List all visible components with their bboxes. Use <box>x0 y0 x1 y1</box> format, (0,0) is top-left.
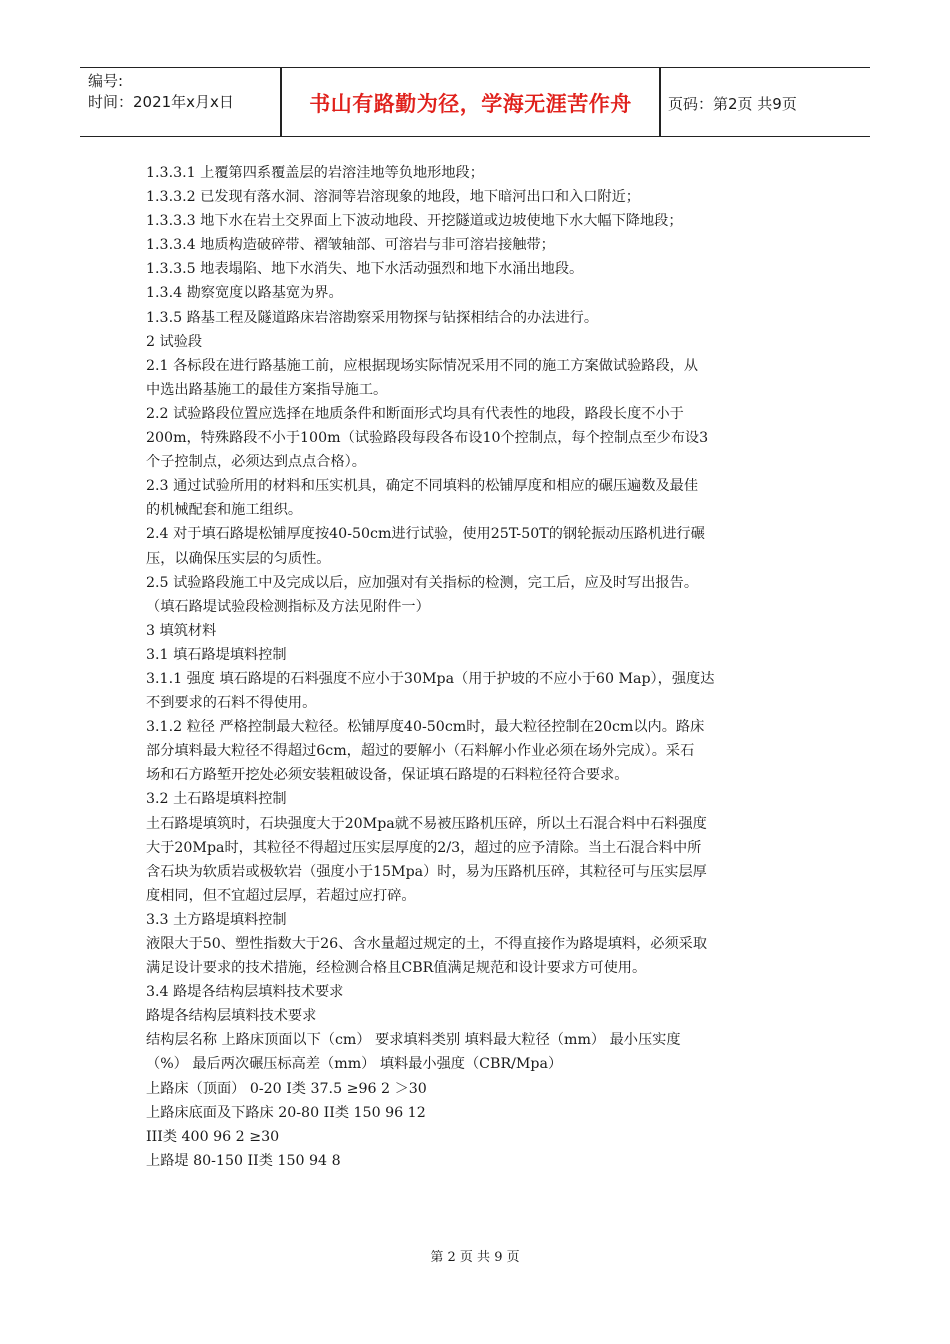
text-line: 度相同，但不宜超过层厚，若超过应打碎。 <box>146 887 416 904</box>
text-line: 1.3.3.4 地质构造破碎带、褶皱轴部、可溶岩与非可溶岩接触带； <box>146 237 555 254</box>
text-line: 2.4 对于填石路堤松铺厚度按40-50cm进行试验，使用25T-50T的钢轮振动压路机进行碾 <box>146 526 705 543</box>
text-line: 部分填料最大粒径不得超过6cm，超过的要解小（石料解小作业必须在场外完成）。采石 <box>146 743 695 760</box>
text-line: 3.1.1 强度 填石路堤的石料强度不应小于30Mpa（用于护坡的不应小于60 Map），强度达 <box>146 670 715 687</box>
text-line: 1.3.3.1 上覆第四系覆盖层的岩溶洼地等负地形地段； <box>146 165 484 181</box>
document-time-label: 时间：2021年x月x日 <box>88 93 234 111</box>
text-line: 3 填筑材料 <box>146 622 217 639</box>
text-line: 2.5 试验路段施工中及完成以后，应加强对有关指标的检测，完工后，应及时写出报告。 <box>146 574 699 591</box>
text-line: 3.2 土石路堤填料控制 <box>146 791 287 808</box>
text-line: 3.3 土方路堤填料控制 <box>146 911 287 928</box>
text-line: 3.1.2 粒径 严格控制最大粒径。松铺厚度40-50cm时，最大粒径控制在20cm以内。路床 <box>146 719 705 736</box>
text-line: 1.3.4 勘察宽度以路基宽为界。 <box>146 285 343 302</box>
header-meta <box>88 71 276 113</box>
page-footer: 第 2 页 共 9 页 <box>430 1250 520 1265</box>
text-line: 1.3.3.2 已发现有落水洞、溶洞等岩溶现象的地段，地下暗河出口和入口附近； <box>146 189 640 206</box>
text-line: 场和石方路堑开挖处必须安装粗破设备，保证填石路堤的石料粒径符合要求。 <box>146 767 629 784</box>
text-line: 满足设计要求的技术措施，经检测合格且CBR值满足规范和设计要求方可使用。 <box>146 960 647 977</box>
document-number-label: 编号: <box>88 72 124 90</box>
text-line: 不到要求的石料不得使用。 <box>146 695 317 712</box>
text-line: （填石路堤试验段检测指标及方法见附件一） <box>146 598 430 615</box>
text-line: 200m，特殊路段不小于100m（试验路段每段各布设10个控制点，每个控制点至少布设3 <box>146 430 709 447</box>
text-line: III类 400 96 2 ≥30 <box>146 1128 280 1145</box>
header-motto: 书山有路勤为径，学海无涯苦作舟 <box>309 92 632 116</box>
text-line: 2 试验段 <box>146 333 203 350</box>
text-line: 的机械配套和施工组织。 <box>146 502 303 519</box>
text-line: 1.3.3.5 地表塌陷、地下水消失、地下水活动强烈和地下水涌出地段。 <box>146 261 584 278</box>
text-line: 3.1 填石路堤填料控制 <box>146 646 287 663</box>
header-divider <box>659 68 661 136</box>
text-line: 上路床（顶面） 0-20 I类 37.5 ≥96 2 ＞30 <box>146 1080 427 1097</box>
text-line: 2.1 各标段在进行路基施工前，应根据现场实际情况采用不同的施工方案做试验路段，从 <box>146 357 699 374</box>
text-line: 含石块为软质岩或极软岩（强度小于15Mpa）时，易为压路机压碎，其粒径可与压实层厚 <box>146 863 707 880</box>
text-line: 路堤各结构层填料技术要求 <box>146 1008 317 1025</box>
text-line: 1.3.3.3 地下水在岩土交界面上下波动地段、开挖隧道或边坡使地下水大幅下降地段； <box>146 213 683 230</box>
text-line: 大于20Mpa时，其粒径不得超过压实层厚度的2/3，超过的应予清除。当土石混合料中所 <box>146 839 702 856</box>
page-header <box>80 67 870 137</box>
text-line: 中选出路基施工的最佳方案指导施工。 <box>146 381 388 398</box>
text-line: 土石路堤填筑时，石块强度大于20Mpa就不易被压路机压碎，所以土石混合料中石料强度 <box>146 815 707 832</box>
text-line: 上路床底面及下路床 20-80 II类 150 96 12 <box>146 1104 426 1121</box>
text-line: 1.3.5 路基工程及隧道路床岩溶勘察采用物探与钻探相结合的办法进行。 <box>146 309 599 326</box>
text-line: 3.4 路堤各结构层填料技术要求 <box>146 984 344 1001</box>
text-line: 液限大于50、塑性指数大于26、含水量超过规定的土，不得直接作为路堤填料，必须采取 <box>146 936 708 952</box>
text-line: 2.2 试验路段位置应选择在地质条件和断面形式均具有代表性的地段，路段长度不小于 <box>146 405 684 422</box>
text-line: 个子控制点，必须达到点点合格）。 <box>146 454 366 471</box>
text-line: 2.3 通过试验所用的材料和压实机具，确定不同填料的松铺厚度和相应的碾压遍数及最佳 <box>146 478 699 495</box>
document-body <box>146 161 808 1173</box>
text-line: 结构层名称 上路床顶面以下（cm） 要求填料类别 填料最大粒径（mm） 最小压实度 <box>146 1032 681 1049</box>
header-page-code: 页码：第2页 共9页 <box>668 95 797 113</box>
text-line: 上路堤 80-150 II类 150 94 8 <box>146 1152 341 1169</box>
text-line: 压，以确保压实层的匀质性。 <box>146 550 331 567</box>
text-line: （%） 最后两次碾压标高差（mm） 填料最小强度（CBR/Mpa） <box>146 1056 563 1073</box>
